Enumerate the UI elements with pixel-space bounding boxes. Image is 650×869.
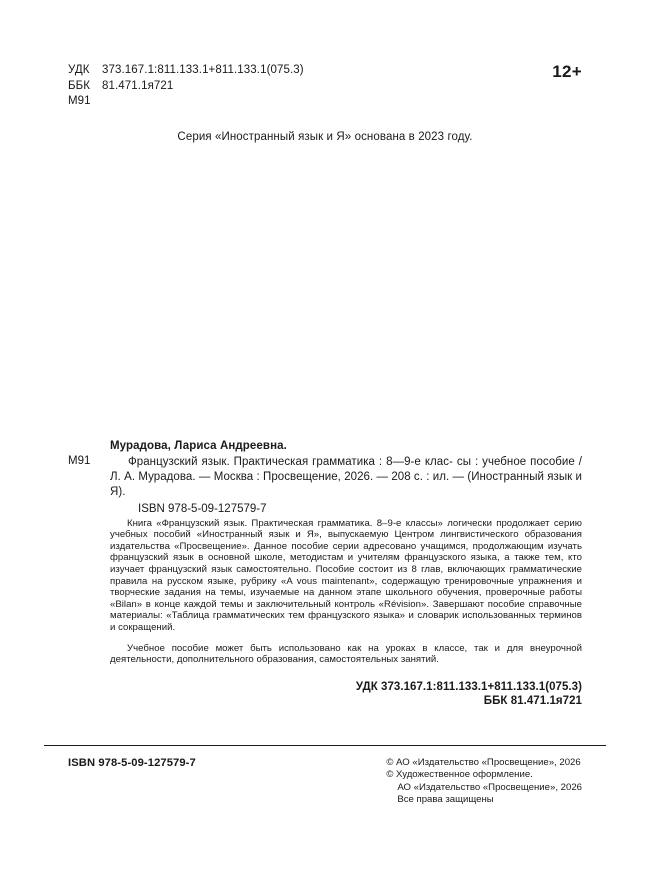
udk-row xyxy=(68,63,304,79)
catalog-entry xyxy=(68,455,582,515)
shelf-mark-row xyxy=(68,94,304,110)
entry-line-3: 2026. — 208 с. : ил. — (Иностранный язык и Я). xyxy=(110,471,582,499)
entry-shelf-mark: М91 xyxy=(68,455,91,467)
udk-value: 373.167.1:811.133.1+811.133.1(075.3) xyxy=(102,64,304,76)
bbk-value: 81.471.1я721 xyxy=(102,79,174,92)
classification-codes-repeat xyxy=(68,680,582,709)
page-footer xyxy=(44,745,606,807)
bibliographic-record xyxy=(68,440,582,709)
age-rating-badge: 12+ xyxy=(552,62,582,81)
entry-line-1: Французский язык. Практическая грамматика : 8—9-е клас- xyxy=(128,456,453,468)
copyright-line: АО «Издательство «Просвещение», 2026 xyxy=(397,781,582,793)
entry-line-2: сы : учебное пособие / Л. А. Мурадова. — Москва : Просвещение, xyxy=(110,456,583,484)
series-note: Серия «Иностранный язык и Я» основана в 2023 году. xyxy=(177,131,473,143)
bbk-row xyxy=(68,79,304,95)
annotation xyxy=(110,518,582,666)
bbk-label: ББК xyxy=(68,79,91,92)
isbn-value: ISBN 978-5-09-127579-7 xyxy=(138,502,267,515)
annotation-paragraph-2: Учебное пособие может быть использовано как на уроках в классе, так и для внеурочной деятельности, дополнительного образования, самостоятельных занятий. xyxy=(110,642,582,666)
annotation-paragraph-1: Книга «Французский язык. Практическая грамматика. 8–9-е классы» логически продолжает серию учебных пособий «Иностранный язык и Я», выпускаемую Центром лингвистического образования издательства «Просвещение». Данное пособие серии адресовано учащимся, продолжающим изучать французский язык в основной школе, методистам и учителям французского языка, а также тем, кто изучает французский язык самостоятельно. Пособие состоит из 8 глав, включающих грамматические правила на русском языке, рубрику «A vous maintenant», содержащую тренировочные упражнения и творческие задания на темы, изучаемые на данном этапе школьного обучения, проверочные работы «Bilan» в конце каждой темы и заключительный контроль «Révision». Завершают пособие справочные материалы: «Таблица грамматических тем французского языка» и словарик использованных терминов и сокращений. xyxy=(110,517,582,633)
copyright-line: © АО «Издательство «Просвещение», 2026 xyxy=(386,757,581,768)
footer-isbn: ISBN 978-5-09-127579-7 xyxy=(68,757,196,769)
author-name: Мурадова, Лариса Андреевна. xyxy=(110,440,287,452)
copyright-line: © Художественное оформление. xyxy=(386,769,533,781)
copyright-block xyxy=(386,757,606,807)
shelf-mark: М91 xyxy=(68,95,91,107)
udk-repeat: УДК 373.167.1:811.133.1+811.133.1(075.3) xyxy=(355,680,582,693)
classification-codes xyxy=(68,63,304,110)
copyright-line: Все права защищены xyxy=(397,794,494,806)
bbk-repeat: ББК 81.471.1я721 xyxy=(483,695,582,708)
udk-label: УДК xyxy=(68,64,90,76)
isbn-line xyxy=(110,503,582,515)
entry-body xyxy=(110,455,582,501)
